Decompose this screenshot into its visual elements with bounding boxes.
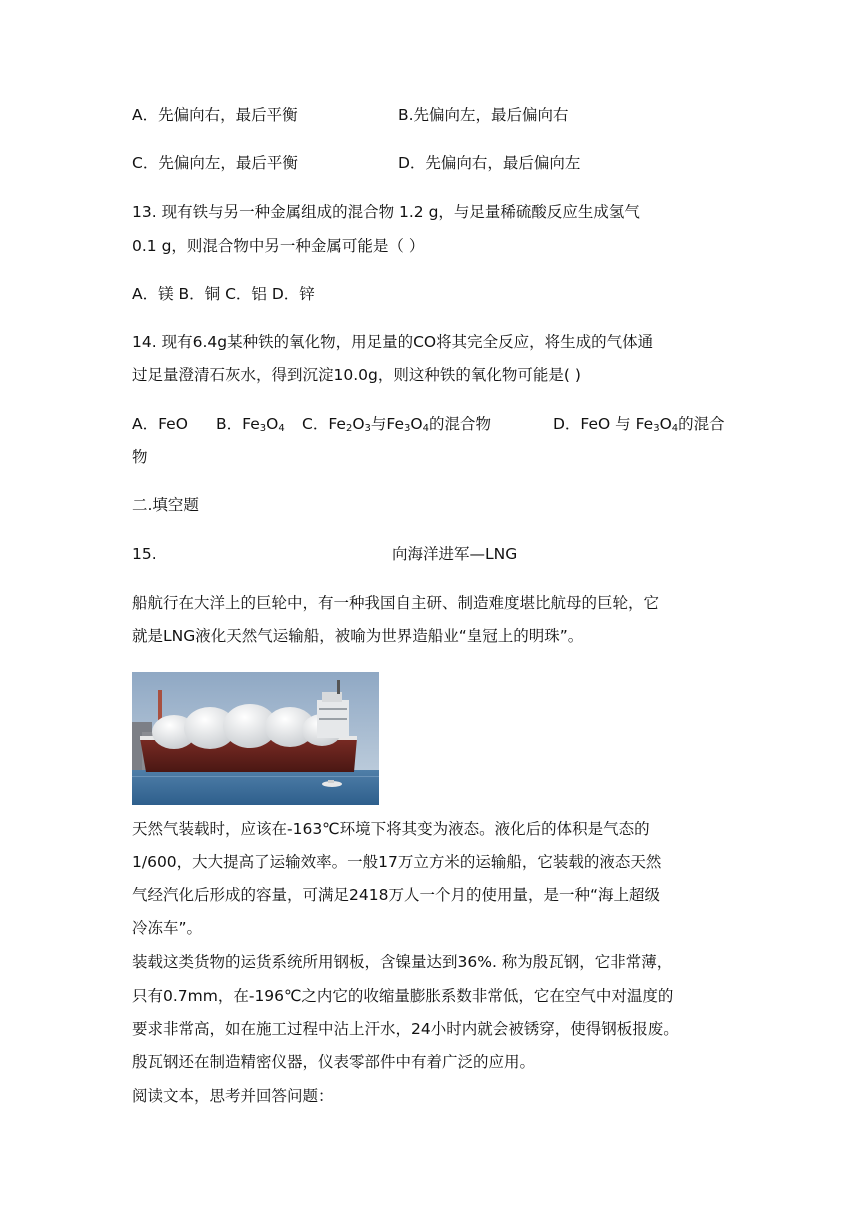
q13-line-1: 13. 现有铁与另一种金属组成的混合物 1.2 g，与足量稀硫酸反应生成氢气 <box>132 203 640 221</box>
q15-para3-line-3: 要求非常高，如在施工过程中沾上汗水，24小时内就会被锈穿，使得钢板报废。 <box>132 1020 679 1038</box>
q15-para1-line-2: 就是LNG液化天然气运输船，被喻为世界造船业“皇冠上的明珠”。 <box>132 627 584 645</box>
q12-option-a: A．先偏向右，最后平衡 <box>132 106 298 124</box>
q12-option-c: C．先偏向左，最后平衡 <box>132 154 298 172</box>
q15-para1-line-1: 船航行在大洋上的巨轮中，有一种我国自主研、制造难度堪比航母的巨轮，它 <box>132 594 660 612</box>
q14-line-2: 过足量澄清石灰水，得到沉淀10.0g，则这种铁的氧化物可能是( ) <box>132 366 581 384</box>
q13-options: A．镁 B．铜 C．铝 D．锌 <box>132 285 315 303</box>
section-heading: 二.填空题 <box>132 496 199 514</box>
q15-para2-line-4: 冷冻车”。 <box>132 919 203 937</box>
q15-title: 向海洋进军—LNG <box>392 545 518 563</box>
q14-option-b: B．$Fe_3O_4$ <box>216 415 285 434</box>
q14-option-d-continued: 物 <box>132 448 148 466</box>
q15-number: 15. <box>132 545 157 563</box>
q15-prompt: 阅读文本，思考并回答问题： <box>132 1087 334 1105</box>
q15-para2-line-1: 天然气装载时，应该在-163℃环境下将其变为液态。液化后的体积是气态的 <box>132 820 650 838</box>
q15-para3-line-2: 只有0.7mm，在-196℃之内它的收缩量膨胀系数非常低，它在空气中对温度的 <box>132 987 674 1005</box>
q15-para3-line-4: 殷瓦钢还在制造精密仪器，仪表零部件中有着广泛的应用。 <box>132 1053 536 1071</box>
q12-option-b: B.先偏向左，最后偏向右 <box>398 106 569 124</box>
q15-para2-line-2: 1/600，大大提高了运输效率。一般17万立方米的运输船，它装载的液态天然 <box>132 853 662 871</box>
q15-para3-line-1: 装载这类货物的运货系统所用钢板，含镍量达到36%. 称为殷瓦钢，它非常薄， <box>132 953 673 971</box>
q14-option-a: A．FeO <box>132 415 188 433</box>
q14-option-d: D．FeO 与 $Fe_3O_4$的混合 <box>553 415 725 434</box>
q14-option-c: C．$Fe_2O_3$与$Fe_3O_4$的混合物 <box>302 415 491 434</box>
q14-line-1: 14. 现有6.4g某种铁的氧化物，用足量的CO将其完全反应，将生成的气体通 <box>132 333 654 351</box>
q12-option-d: D．先偏向右，最后偏向左 <box>398 154 581 172</box>
q15-para2-line-3: 气经汽化后形成的容量，可满足2418万人一个月的使用量，是一种“海上超级 <box>132 886 660 904</box>
q13-line-2: 0.1 g，则混合物中另一种金属可能是（ ） <box>132 237 425 255</box>
lng-ship-photo <box>132 672 379 805</box>
